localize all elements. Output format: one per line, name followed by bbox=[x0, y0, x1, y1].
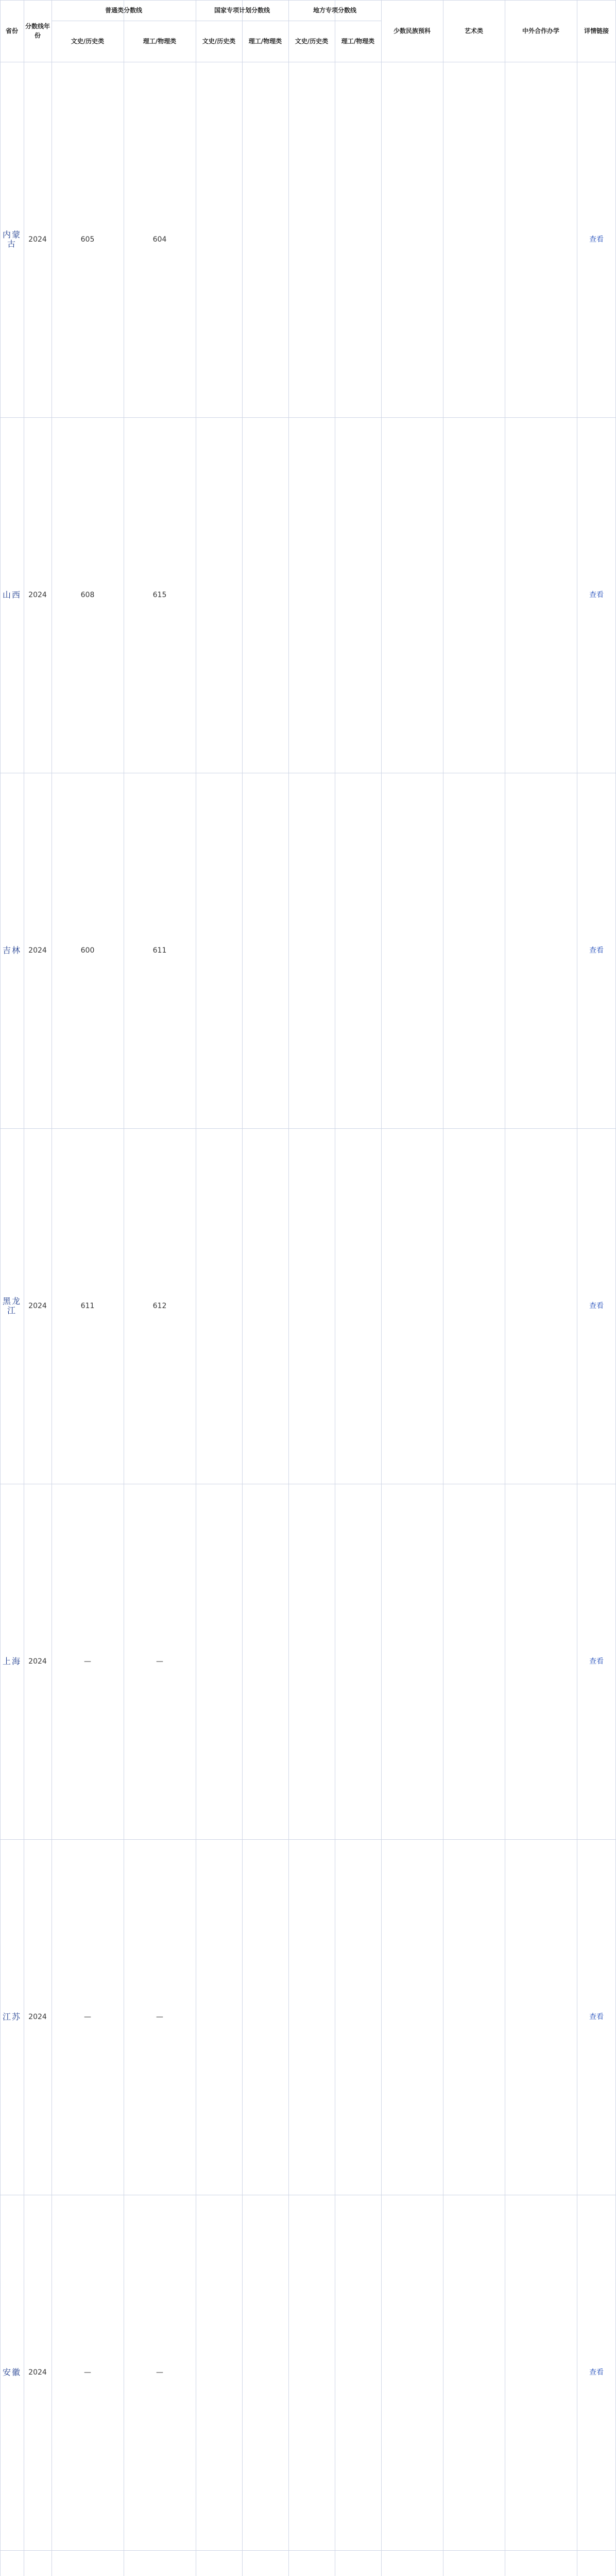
row-normal-sci: 612 bbox=[152, 1302, 167, 1310]
row-normal-arts: 605 bbox=[80, 235, 95, 244]
header-local-sep: 地方专项分数线 bbox=[313, 7, 356, 14]
row-detail-link[interactable]: 查看 bbox=[589, 2368, 604, 2377]
row-year: 2024 bbox=[28, 946, 47, 955]
row-year: 2024 bbox=[28, 2368, 47, 2377]
row-normal-arts bbox=[52, 2550, 124, 2576]
header-ethnic: 少数民族预科 bbox=[393, 27, 431, 35]
row-year: 2024 bbox=[28, 591, 47, 599]
row-province: 安徽 bbox=[2, 2367, 21, 2377]
row-detail-link[interactable]: 查看 bbox=[589, 235, 604, 244]
row-normal-arts: — bbox=[84, 2368, 91, 2377]
row-detail-link[interactable]: 查看 bbox=[589, 591, 604, 599]
row-year: 2024 bbox=[28, 235, 47, 244]
row-normal-arts: — bbox=[84, 2013, 91, 2021]
header-normal: 普通类分数线 bbox=[105, 7, 142, 14]
row-detail-link[interactable]: 查看 bbox=[589, 1657, 604, 1666]
row-province: 江苏 bbox=[2, 2012, 21, 2022]
row-normal-sci: 611 bbox=[152, 946, 167, 955]
header-plan-sep-sci: 理工/物理类 bbox=[248, 38, 282, 45]
row-normal-sci bbox=[124, 2550, 196, 2576]
row-normal-arts: 608 bbox=[80, 591, 95, 599]
header-local-sep-arts: 文史/历史类 bbox=[295, 38, 329, 45]
header-plan-sep: 国家专项计划分数线 bbox=[214, 7, 270, 14]
row-province: 内蒙古 bbox=[2, 230, 21, 249]
row-province: 山西 bbox=[2, 590, 21, 600]
row-province: 上海 bbox=[2, 1656, 21, 1666]
row-province bbox=[0, 2550, 24, 2576]
header-normal-sci: 理工/物理类 bbox=[143, 38, 177, 45]
row-year: 2024 bbox=[28, 2013, 47, 2021]
row-normal-sci: — bbox=[156, 1657, 163, 1666]
row-normal-arts: 611 bbox=[80, 1302, 95, 1310]
row-normal-sci: 615 bbox=[152, 591, 167, 599]
row-year bbox=[24, 2550, 52, 2576]
header-year: 分数线年份 bbox=[25, 23, 50, 39]
row-normal-sci: 604 bbox=[152, 235, 167, 244]
row-year: 2024 bbox=[28, 1657, 47, 1666]
header-normal-arts: 文史/历史类 bbox=[71, 38, 105, 45]
row-normal-sci: — bbox=[156, 2368, 163, 2377]
row-detail-link[interactable] bbox=[577, 2550, 616, 2576]
row-normal-arts: — bbox=[84, 1657, 91, 1666]
header-link: 详情链接 bbox=[584, 27, 609, 35]
row-year: 2024 bbox=[28, 1302, 47, 1310]
header-province: 省份 bbox=[5, 27, 18, 35]
row-province: 吉林 bbox=[2, 945, 21, 955]
header-local-sep-sci: 理工/物理类 bbox=[341, 38, 375, 45]
row-normal-sci: — bbox=[156, 2013, 163, 2021]
row-detail-link[interactable]: 查看 bbox=[589, 2013, 604, 2021]
header-plan-sep-arts: 文史/历史类 bbox=[202, 38, 236, 45]
header-art: 艺术类 bbox=[464, 27, 483, 35]
header-sino-foreign: 中外合作办学 bbox=[522, 27, 559, 35]
row-detail-link[interactable]: 查看 bbox=[589, 946, 604, 955]
row-province: 黑龙江 bbox=[2, 1296, 21, 1315]
row-detail-link[interactable]: 查看 bbox=[589, 1302, 604, 1310]
row-normal-arts: 600 bbox=[80, 946, 95, 955]
